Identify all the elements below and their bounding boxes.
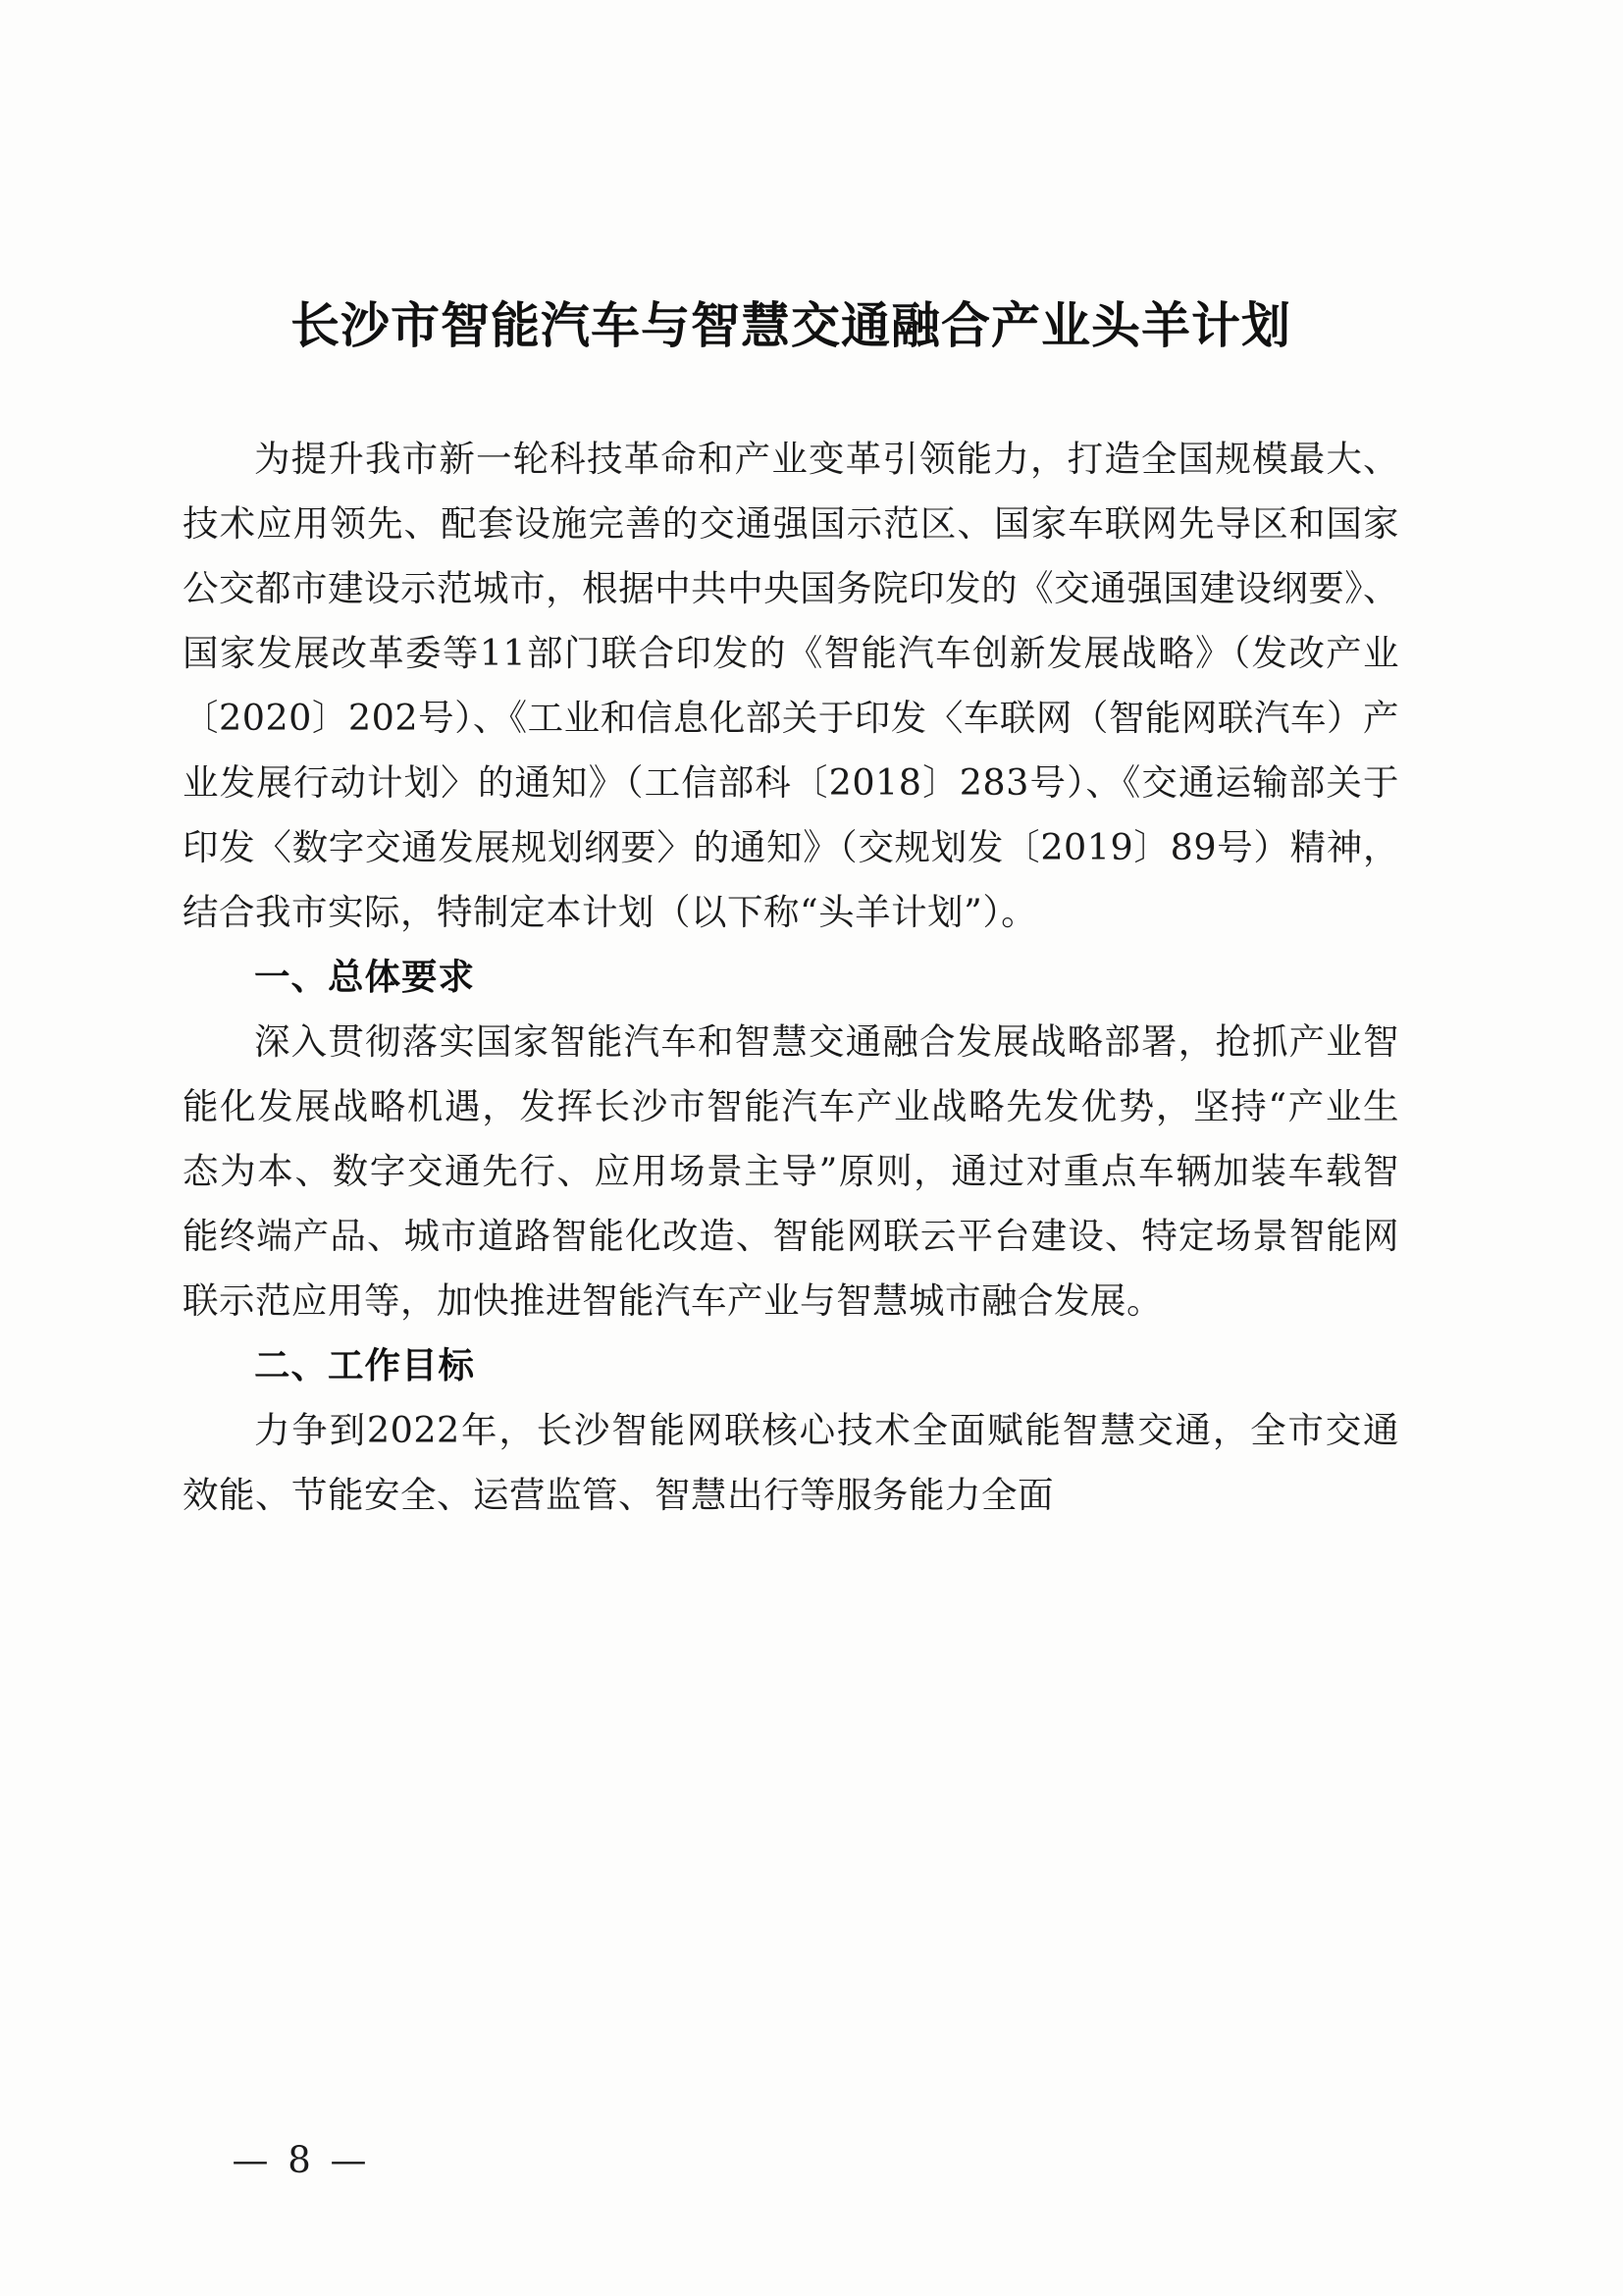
section-heading-overall-requirements: 一、总体要求: [254, 956, 475, 998]
paragraph-overall-requirements: 深入贯彻落实国家智能汽车和智慧交通融合发展战略部署，抢抓产业智能化发展战略机遇，发挥长沙市智能汽车产业战略先发优势，坚持“产业生态为本、数字交通先行、应用场景主导”原则，通过对重点车辆加装车载智能终端产品、城市道路智能化改造、智能网联云平台建设、特定场景智能网联示范应用等，加快推进智能汽车产业与智慧城市融合发展。: [183, 1020, 1399, 1322]
page-footer-number: [0, 2139, 1623, 2181]
paragraph-preamble: 为提升我市新一轮科技革命和产业变革引领能力，打造全国规模最大、技术应用领先、配套设施完善的交通强国示范区、国家车联网先导区和国家公交都市建设示范城市，根据中共中央国务院印发的《交通强国建设纲要》、国家发展改革委等11部门联合印发的《智能汽车创新发展战略》（发改产业〔2020〕202号）、《工业和信息化部关于印发〈车联网（智能网联汽车）产业发展行动计划〉的通知》（工信部科〔2018〕283号）、《交通运输部关于印发〈数字交通发展规划纲要〉的通知》（交规划发〔2019〕89号）精神，结合我市实际，特制定本计划（以下称“头羊计划”）。: [183, 438, 1399, 933]
page-number-value: — 8 —: [232, 2139, 371, 2181]
section-heading-work-goals: 二、工作目标: [254, 1344, 475, 1386]
page-title: 长沙市智能汽车与智慧交通融合产业头羊计划: [290, 297, 1291, 354]
document-body: [183, 294, 1399, 1528]
paragraph-work-goals: 力争到2022年，长沙智能网联核心技术全面赋能智慧交通，全市交通效能、节能安全、运营监管、智慧出行等服务能力全面: [183, 1409, 1399, 1516]
